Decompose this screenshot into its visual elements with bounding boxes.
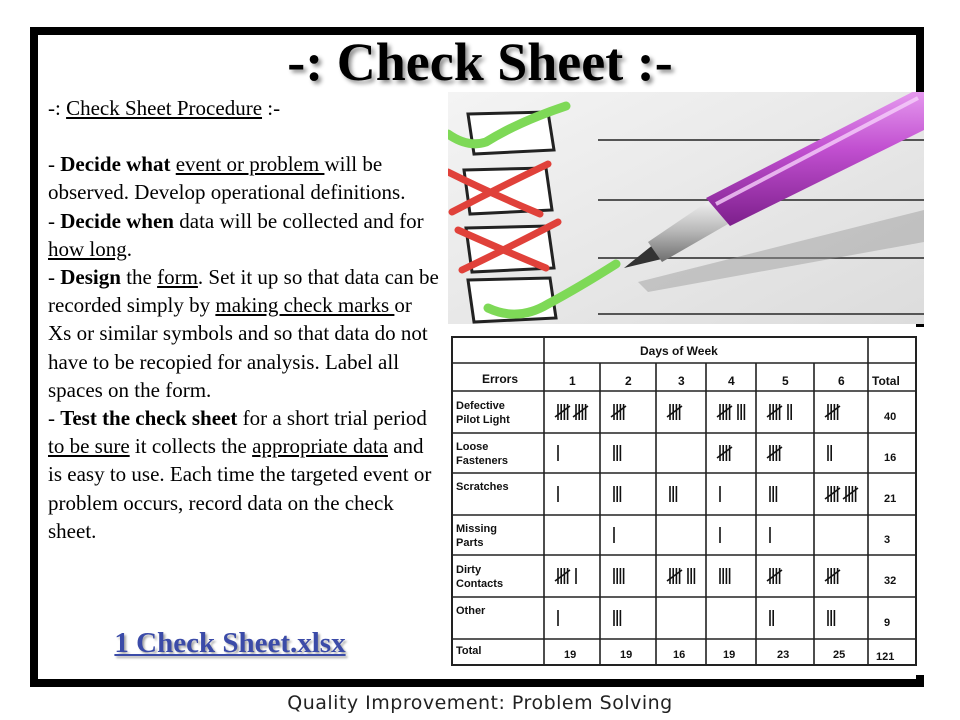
step-text: and is easy to use. Each time the targeted event or problem occurs, record data on the check sheet. bbox=[48, 434, 432, 543]
day-total-value: 19 bbox=[564, 649, 577, 661]
procedure-step-test bbox=[48, 404, 440, 545]
day-total-value: 16 bbox=[673, 649, 686, 661]
step-keyword: Decide what bbox=[60, 152, 171, 177]
day-column-header: 1 bbox=[569, 374, 576, 388]
row-total-value: 9 bbox=[884, 617, 891, 629]
day-column-header: 3 bbox=[678, 374, 685, 388]
error-type-label: Contacts bbox=[456, 578, 504, 590]
step-underlined: event or problem bbox=[175, 152, 325, 177]
error-type-label: Loose bbox=[456, 441, 489, 453]
footer-caption: Quality Improvement: Problem Solving bbox=[287, 692, 673, 714]
row-total-value: 32 bbox=[884, 575, 897, 587]
error-type-label: Pilot Light bbox=[456, 414, 510, 426]
step-dash: - bbox=[48, 152, 61, 177]
row-total-value: 16 bbox=[884, 452, 897, 464]
heading-prefix: -: bbox=[48, 96, 67, 120]
checkbox-pen-illustration bbox=[448, 92, 924, 324]
days-of-week-header: Days of Week bbox=[640, 344, 718, 358]
total-column-header: Total bbox=[872, 374, 900, 388]
error-type-label: Missing bbox=[456, 523, 497, 535]
checkbox-2 bbox=[464, 168, 552, 214]
row-total-value: 40 bbox=[884, 411, 897, 423]
check-sheet-table bbox=[444, 327, 924, 675]
step-keyword: Decide when bbox=[60, 208, 174, 233]
step-underlined: appropriate data bbox=[252, 434, 388, 459]
step-dash: - bbox=[48, 265, 61, 290]
heading-suffix: :- bbox=[262, 96, 281, 120]
step-underlined: how long bbox=[48, 236, 127, 261]
procedure-heading bbox=[48, 94, 440, 122]
check-sheet-file-link[interactable]: 1 Check Sheet.xlsx bbox=[114, 627, 346, 659]
day-column-header: 6 bbox=[838, 374, 845, 388]
procedure-text bbox=[48, 94, 440, 545]
day-total-value: 25 bbox=[833, 649, 846, 661]
procedure-step-design bbox=[48, 263, 440, 404]
error-type-label: Other bbox=[456, 605, 486, 617]
step-underlined: making check marks bbox=[215, 293, 395, 318]
check-sheet-svg bbox=[444, 327, 924, 675]
errors-column-header: Errors bbox=[482, 372, 519, 386]
step-underlined: form bbox=[157, 265, 198, 290]
step-underlined: to be sure bbox=[48, 434, 130, 459]
procedure-step-decide-what bbox=[48, 150, 440, 206]
error-type-label: Dirty bbox=[456, 564, 482, 576]
day-column-header: 4 bbox=[728, 374, 735, 388]
day-total-value: 23 bbox=[777, 649, 790, 661]
step-text: . Set it up so that data can be recorded simply by bbox=[48, 265, 439, 318]
row-total-value: 21 bbox=[884, 493, 897, 505]
total-row-label: Total bbox=[456, 645, 482, 657]
step-text: will be observed. Develop operational definitions. bbox=[48, 152, 406, 205]
step-text: . bbox=[126, 236, 132, 261]
page-title: -: Check Sheet :- bbox=[287, 32, 673, 92]
step-text: the bbox=[120, 265, 158, 290]
step-text: it collects the bbox=[129, 434, 253, 459]
step-text: or Xs or similar symbols and so that data do not have to be recopied for analysis. Label all spaces on the form. bbox=[48, 293, 428, 402]
step-keyword: Test the check sheet bbox=[60, 406, 238, 431]
day-total-value: 19 bbox=[723, 649, 736, 661]
error-type-label: Defective bbox=[456, 400, 505, 412]
grand-total-value: 121 bbox=[876, 651, 895, 663]
procedure-step-decide-when bbox=[48, 207, 440, 263]
day-column-header: 5 bbox=[782, 374, 789, 388]
step-keyword: Design bbox=[60, 265, 121, 290]
procedure-heading-label: Check Sheet Procedure bbox=[66, 96, 263, 120]
error-type-label: Scratches bbox=[456, 481, 509, 493]
step-dash: - bbox=[48, 208, 61, 233]
step-text: for a short trial period bbox=[237, 406, 427, 431]
row-total-value: 3 bbox=[884, 534, 891, 546]
day-column-header: 2 bbox=[625, 374, 632, 388]
step-text: data will be collected and for bbox=[174, 208, 424, 233]
error-type-label: Fasteners bbox=[456, 455, 508, 467]
day-total-value: 19 bbox=[620, 649, 633, 661]
error-type-label: Parts bbox=[456, 537, 484, 549]
step-dash: - bbox=[48, 406, 61, 431]
spacer bbox=[48, 122, 440, 150]
